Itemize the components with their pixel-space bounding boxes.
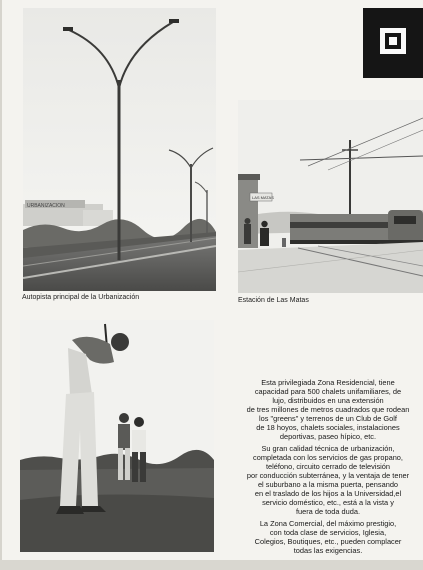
highway-sign-text: URBANIZACION: [27, 203, 65, 209]
text-line: de 18 hoyos, chalets sociales, instalaciones: [256, 423, 400, 432]
highway-caption: Autopista principal de la Urbanización: [22, 294, 140, 301]
text-line: el suburbano a la misma puerta, pensando: [257, 480, 399, 489]
square-target-logo: [363, 8, 423, 78]
text-line: teléfono, circuito cerrado de televisión: [265, 462, 391, 471]
text-line: Esta privilegiada Zona Residencial, tiene: [261, 378, 395, 387]
logo-outer-square: [380, 28, 406, 54]
paragraph-commercial: [233, 519, 423, 555]
paragraph-residential: [233, 378, 423, 441]
text-line: lujo, distribuidos en una extensión: [272, 396, 384, 405]
text-line: por conducción subterránea, y la ventaja de tener: [246, 471, 410, 480]
text-line: los "greens" y terrenos de un Club de Golf: [259, 414, 397, 423]
golf-photo: [20, 320, 214, 552]
paragraph-services: [233, 444, 423, 516]
text-line: de tres millones de metros cuadrados que rodean: [246, 405, 410, 414]
highway-photo: [23, 8, 216, 291]
description-text: [233, 378, 423, 558]
text-line: en el traslado de los hijos a la Universidad,el: [254, 489, 402, 498]
text-line: servicio doméstico, etc., está a la vista y: [262, 498, 394, 507]
text-line: capacidad para 500 chalets unifamiliares, de: [254, 387, 402, 396]
text-line: todas las exigencias.: [293, 546, 363, 555]
station-sign-text: LAS MATAS: [252, 195, 274, 200]
text-line: completada con los servicios de gas propano,: [253, 453, 403, 462]
logo-inner-square: [385, 33, 401, 49]
page-edge-shadow: [0, 0, 2, 570]
station-caption: Estación de Las Matas: [238, 297, 309, 304]
text-line: con toda clase de servicios, Iglesia,: [269, 528, 387, 537]
station-photo: [238, 100, 423, 293]
text-line: La Zona Comercial, del máximo prestigio,: [259, 519, 397, 528]
bottom-margin-stripe: [0, 560, 423, 570]
text-line: Su gran calidad técnica de urbanización,: [261, 444, 395, 453]
text-line: fuera de toda duda.: [295, 507, 361, 516]
text-line: Colegios, Boutiques, etc., pueden complacer: [254, 537, 402, 546]
text-line: deportivas, paseo hípico, etc.: [279, 432, 377, 441]
